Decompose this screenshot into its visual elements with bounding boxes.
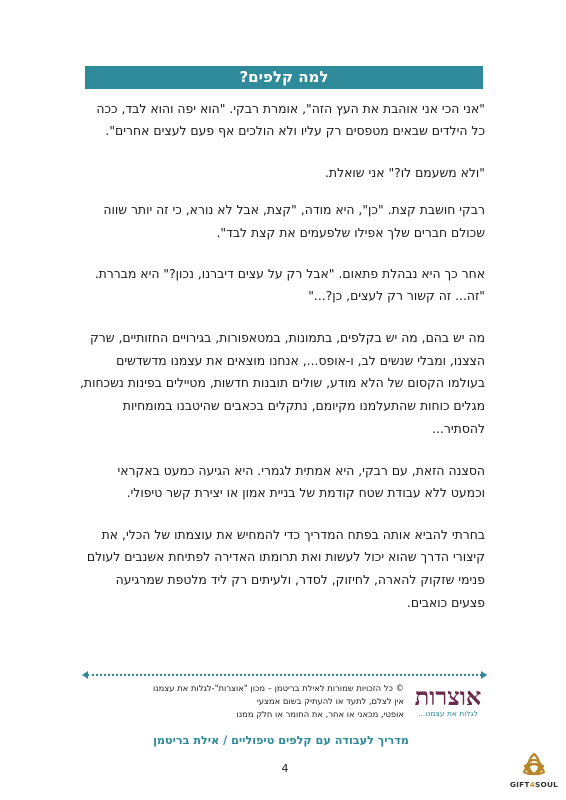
copyright-line: אופטי, מכאני או אחר, את החומר או חלק ממנו [236,709,404,719]
copyright-line: אין לצלם, לתעד או להעתיק בשום אמצעי [256,696,404,706]
paragraph-4: אחר כך היא נבהלת פתאום. "אבל רק על עצים דיברנו, נכון?" היא מבררת. "זה... זה קשור רק לעצים, כן?..." [94,266,485,304]
otzarot-logo [410,683,486,727]
copyright-line: © כל הזכויות שמורות לאילת בריטמן – מכון "אוצרות"-לגלות את עצמנו [152,683,404,693]
dotted-divider [87,674,482,676]
logo-tagline: לגלות את עצמנו... [418,709,478,718]
paragraph-2: "ולא משעמם לו?" אני שואלת. [324,164,485,180]
paragraph-6: הסצנה הזאת, עם רבקי, היא אמתית לגמרי. היא הגיעה כמעט באקראי וכמעט ללא עבודת שטח קודמת של בניית אמון או יצירת קשר טיפולי. [117,462,485,501]
page-number: 4 [281,762,289,775]
divider-arrow-right [481,671,487,679]
brand-name [505,780,563,790]
body-text [80,98,485,634]
paragraph-5: מה יש בהם, מה יש בקלפים, בתמונות, במטאפורות, בגירויים החזותיים, שרק הצצנו, ומבלי שנשים לב, ו-אופס..., אנחנו מוצאים את עצמנו מדשדשים בעולמו הקסום של הלא מודע, שולים תובנות חדשות, מטיילים בפינות נשכחות, מגלים כוחות שהתעלמנו מקיומם, נתקלים בכאבים שהיטבנו במומחיות להסתיר... [79,329,485,437]
guide-title: מדריך לעבודה עם קלפים טיפוליים / אילת בריטמן [153,734,409,747]
paragraph-1: "אני הכי אני אוהבת את העץ הזה", אומרת רבקי. "הוא יפה והוא לבד, ככה כל הילדים שבאים מטפסים רק עליו ולא הולכים אף פעם לעצים אחרים". [96,101,485,139]
triquetra-icon [519,750,549,780]
brand-prefix: GIFT [509,780,530,789]
brand-digit: 4 [529,780,535,789]
copyright-notice [152,682,404,721]
logo-name: אוצרות [414,682,482,711]
section-title: למה קלפים? [85,66,483,89]
paragraph-7: בחרתי להביא אותה בפתח המדריך כדי להמחיש את עוצמתו של הכלי, את קיצורי הדרך שהוא יכול לעשות ואת תרומתו האדירה לפתיחת אשנבים לעולם פנימי שזקוק להארה, לחיזוק, לסדר, ולעיתים רק ליד מלטפת שמרגיעה פצעים כואבים. [86,526,485,611]
brand-suffix: SOUL [534,780,559,789]
gift4soul-logo [505,750,563,796]
paragraph-3: רבקי חושבת קצת. "כן", היא מודה, "קצת, אבל לא נורא, כי זה יותר שווה שכולם חברים שלך אפילו שלפעמים את קצת לבד". [103,202,485,240]
